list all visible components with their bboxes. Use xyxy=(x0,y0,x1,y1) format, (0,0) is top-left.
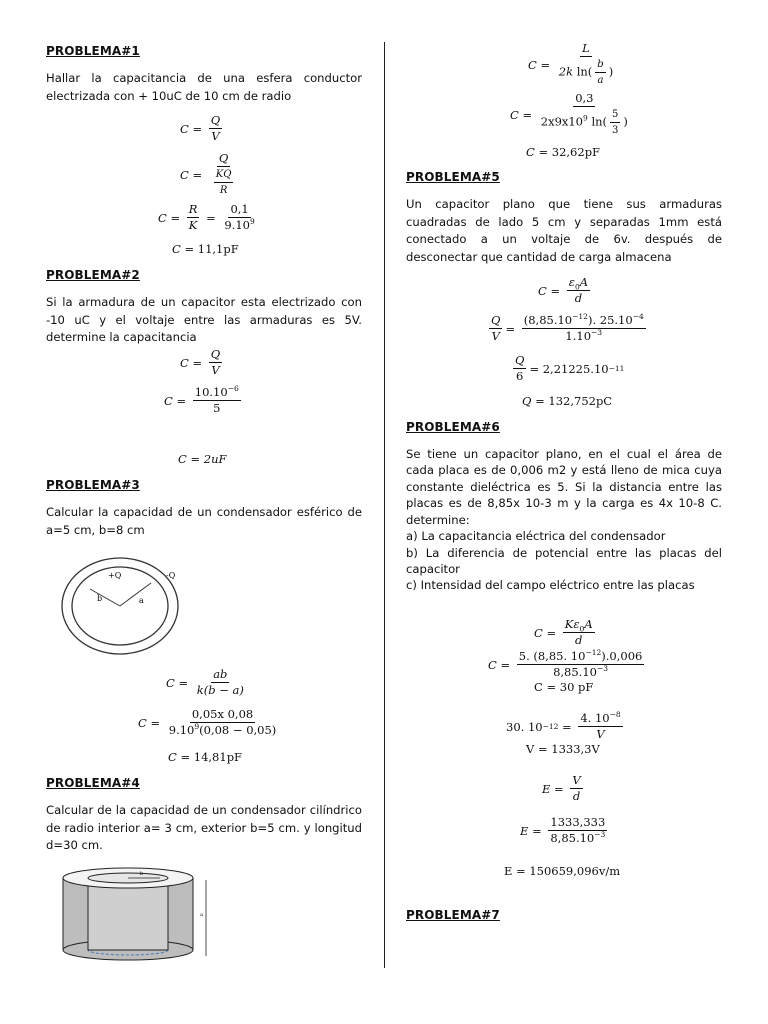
problem-1-result-value: 11,1pF xyxy=(197,242,239,256)
problem-1-formula-substitution: C = $\frac{Q}{\frac{KQ}{R}}$ xyxy=(180,151,232,196)
problem-3-exponent: 9 xyxy=(194,722,200,732)
problem-3-result-value: 14,81pF xyxy=(193,750,243,764)
column-divider xyxy=(384,42,385,968)
problem-5-formula-numeric: $\frac{Q}{V}$ = $\frac{(8,85.10^{-12}). 25.10^{-4}}{1.10^{-3}}$ xyxy=(491,312,644,343)
problem-1-title: PROBLEMA#1 xyxy=(46,44,140,58)
problem-5-title: PROBLEMA#5 xyxy=(406,170,500,184)
problem-5-statement: Un capacitor plano que tiene sus armaduras cuadradas de lado 5 cm y separadas 1mm está conectado a un voltaje de 6v. después de desconectar que cantidad de carga almacena xyxy=(406,197,722,264)
problem-4-denominator: 2x9x10 xyxy=(540,114,584,129)
problem-6-e-exponent: −3 xyxy=(594,830,606,840)
problem-6-e-denominator: 8,85.10 xyxy=(550,831,595,845)
spherical-capacitor-figure xyxy=(60,556,200,660)
problem-3-formula-numeric: C = $\frac{0,05x 0,08}{9.10^9(0,08 - 0,05)}$ xyxy=(138,707,277,737)
problem-4-ln-numerator: 5 xyxy=(610,108,620,123)
problem-6-formula-e-v-d: E = $\frac{V}{d}$ xyxy=(542,773,581,803)
problem-5-exponent-1: −12 xyxy=(572,312,588,322)
problem-6-title: PROBLEMA#6 xyxy=(406,420,500,434)
problem-5-result: Q = 132,752pC xyxy=(522,394,613,408)
problem-4-formula-c-l: C = L 2k ln( $\frac{b}{a}$ ) xyxy=(528,41,614,86)
problem-6-denominator: 8,85.10 xyxy=(553,665,597,679)
problem-1-exponent: 9 xyxy=(250,217,255,227)
problem-6-denominator-exponent: −3 xyxy=(596,664,609,674)
problem-6-item-b: b) La diferencia de potencial entre las placas del capacitor xyxy=(406,546,722,577)
problem-1-formula-c-q-v: C = $\frac{Q}{V}$ xyxy=(180,113,221,143)
problem-4-title: PROBLEMA#4 xyxy=(46,776,140,790)
problem-4-result: C = 32,62pF xyxy=(526,145,601,159)
problem-4-statement: Calcular de la capacidad de un condensador cilíndrico de radio interior a= 3 cm, exterior b=5 cm. y longitud d=30 cm. xyxy=(46,803,362,852)
problem-4-numerator: 0,3 xyxy=(575,91,594,105)
problem-1-denominator: 9.10 xyxy=(224,218,250,232)
problem-6-c-value: 30. 10 xyxy=(506,719,543,734)
problem-3-statement: Calcular la capacidad de un condensador esférico de a=5 cm, b=8 cm xyxy=(46,505,362,537)
problem-6-formula-e-numeric: E = $\frac{1333,333}{8,85.10^{-3}}$ xyxy=(520,815,606,845)
problem-2-statement: Si la armadura de un capacitor esta electrizado con -10 uC y el voltaje entre las armaduras es 5V. determine la capacitancia xyxy=(46,295,362,344)
problem-6-result-c: C = 30 pF xyxy=(534,680,594,694)
problem-5-numerator-a: (8,85.10 xyxy=(523,313,573,327)
problem-5-denominator-exponent: −3 xyxy=(591,328,603,338)
problem-3-denominator-a: 9.10 xyxy=(168,723,195,737)
label-plus-q: +Q xyxy=(108,571,122,580)
problem-2-result-value: 2uF xyxy=(203,452,227,466)
cylindrical-capacitor-figure xyxy=(60,866,210,962)
problem-6-exponent: −12 xyxy=(585,648,602,658)
problem-4-result-value: 32,62pF xyxy=(551,145,601,159)
inner-cylinder-body xyxy=(88,880,168,950)
problem-6-charge: 4. 10 xyxy=(580,711,610,725)
problem-1-result: C = 11,1pF xyxy=(172,242,239,256)
problem-3-result: C = 14,81pF xyxy=(168,750,243,764)
problem-6-charge-exponent: −8 xyxy=(609,710,621,720)
problem-2-result: C = 2uF xyxy=(178,452,227,466)
problem-3-formula-c-ab: C = $\frac{ab}{k(b - a)}$ xyxy=(166,667,244,697)
problem-4-formula-numeric: C = 0,3 $2x9x10^9$ ln( $\frac{5}{3}$ ) xyxy=(510,91,628,136)
label-a: a xyxy=(200,912,203,918)
problem-2-formula-numeric: C = $\frac{10.10^{-6}}{5}$ xyxy=(164,384,239,415)
problem-7-title: PROBLEMA#7 xyxy=(406,908,500,922)
problem-3-numerator: 0,05x 0,08 xyxy=(191,707,254,721)
problem-4-ln-denominator: 3 xyxy=(612,125,619,136)
problem-1-numerator: 0,1 xyxy=(230,202,249,216)
problem-2-title: PROBLEMA#2 xyxy=(46,268,140,282)
problem-5-denominator: 1.10 xyxy=(565,329,592,343)
label-b: b xyxy=(140,871,144,877)
problem-6-result-e: E = 150659,096v/m xyxy=(504,864,621,878)
problem-6-item-a: a) La capacitancia eléctrica del condensador xyxy=(406,529,666,543)
problem-4-ln: ln( xyxy=(591,114,608,129)
problem-6-numerator-b: ).0,006 xyxy=(601,649,643,663)
problem-3-denominator-b: (0,08 − 0,05) xyxy=(199,723,277,737)
label-a: a xyxy=(139,596,144,605)
problem-2-numerator: 10.10 xyxy=(194,385,228,399)
label-b: b xyxy=(97,594,103,603)
problem-1-statement: Hallar la capacitancia de una esfera conductor electrizada con + 10uC de 10 cm de radio xyxy=(46,71,362,103)
problem-6-statement: Se tiene un capacitor plano, en el cual el área de cada placa es de 0,006 m2 y está lleno de mica cuya constante dieléctrica es 5. Si la distancia entre las placas es de 8,85x 10-3 m y la carga es 4x 10-8 C. determine: xyxy=(406,447,722,527)
problem-2-exponent: −6 xyxy=(227,384,239,394)
problem-6-formula-voltage: 30. 10 −12 = $\frac{4. 10^{-8}}{V}$ xyxy=(506,710,621,741)
problem-5-formula-c-eps: C = $\frac{\varepsilon_0A}{d}$ xyxy=(538,275,589,305)
problem-6-result-v: V = 1333,3V xyxy=(526,742,600,756)
radius-a-line xyxy=(120,583,151,606)
problem-5-q-value: 2,21225.10 xyxy=(542,361,609,376)
label-minus-q: -Q xyxy=(166,571,176,580)
problem-2-formula-c-q-v: C = $\frac{Q}{V}$ xyxy=(180,347,221,377)
problem-5-result-value: 132,752pC xyxy=(548,394,613,408)
problem-6-e-numerator: 1333,333 xyxy=(550,815,606,829)
problem-3-title: PROBLEMA#3 xyxy=(46,478,140,492)
problem-4-exponent: 9 xyxy=(583,113,588,123)
problem-2-denominator: 5 xyxy=(213,401,221,415)
problem-6-item-c: c) Intensidad del campo eléctrico entre las placas xyxy=(406,578,695,592)
problem-6-formula-c-k-eps: C = $\frac{K\varepsilon_0A}{d}$ xyxy=(534,617,593,647)
problem-5-formula-q-over-6: $\frac{Q}{6}$ = 2,21225.10 −11 xyxy=(515,353,625,383)
problem-5-q-denominator: 6 xyxy=(516,369,524,383)
problem-1-formula-numeric: C = $\frac{R}{K}$ = $\frac{0,1}{9.10^9}$ xyxy=(158,202,255,232)
problem-6-numerator-a: 5. (8,85. 10 xyxy=(518,649,586,663)
radius-b-line xyxy=(90,589,120,606)
problem-6-formula-numeric: C = $\frac{5. (8,85. 10^{-12}).0,006}{8,85.10^{-3}}$ xyxy=(488,648,643,679)
problem-5-exponent-2: −4 xyxy=(632,312,644,322)
problem-5-numerator-b: ). 25.10 xyxy=(587,313,633,327)
